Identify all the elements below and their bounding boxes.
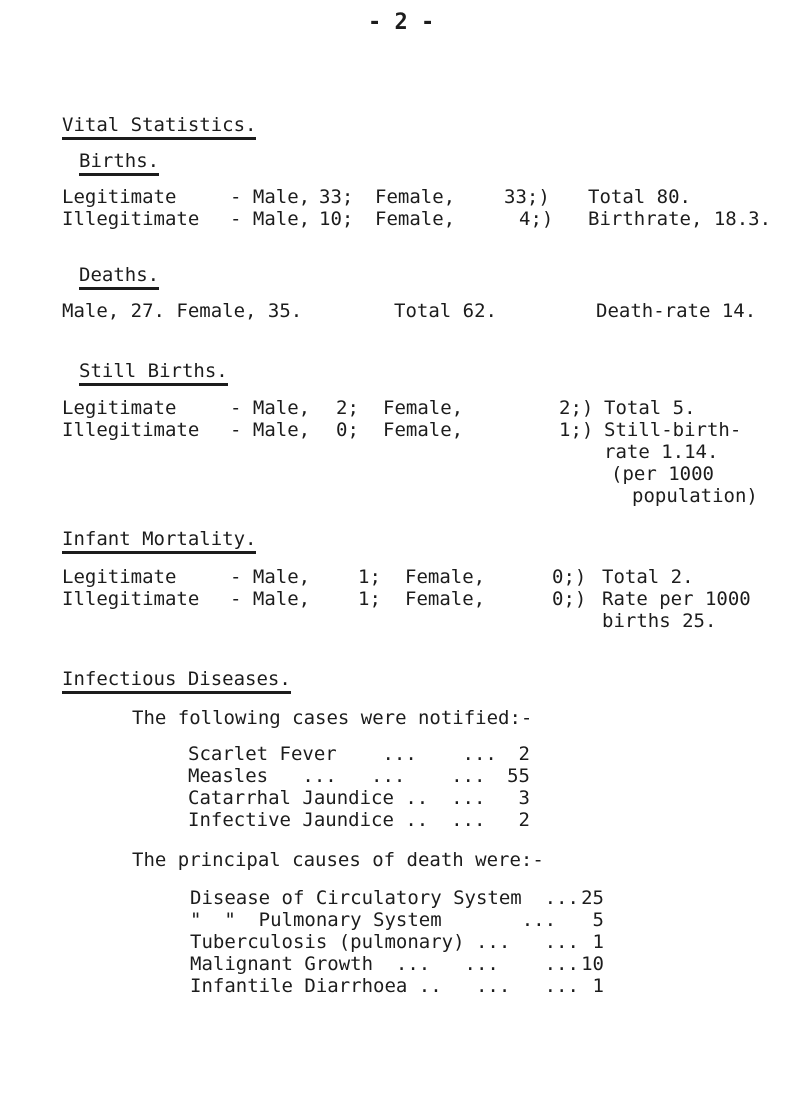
disease-name: Measles ... ... ... xyxy=(188,765,486,787)
disease-count: 3 xyxy=(518,787,530,809)
infant-illegit-female: Female, xyxy=(405,588,486,610)
page-number: - 2 - xyxy=(368,10,435,35)
still-births-heading: Still Births. xyxy=(79,360,228,386)
cause-count: 10 xyxy=(581,953,604,975)
births-illegit-female: Female, xyxy=(375,208,456,230)
deaths-line: Male, 27. Female, 35. xyxy=(62,300,303,322)
disease-count: 2 xyxy=(518,743,530,765)
cause-name: " " Pulmonary System ... xyxy=(190,909,557,931)
births-legit-female-count: 33;) xyxy=(504,186,550,208)
causes-intro: The principal causes of death were:- xyxy=(132,849,544,871)
infectious-heading: Infectious Diseases. xyxy=(62,668,291,694)
infant-illegit-female-count: 0;) xyxy=(552,588,587,610)
still-rate-line-3: (per 1000 xyxy=(611,463,714,485)
still-legit-label: Legitimate xyxy=(62,397,177,419)
cause-name: Tuberculosis (pulmonary) ... ... xyxy=(190,931,579,953)
still-legit-male: - Male, xyxy=(230,397,311,419)
infectious-intro: The following cases were notified:- xyxy=(132,707,533,729)
deaths-heading: Deaths. xyxy=(79,264,159,290)
births-illegit-female-count: 4;) xyxy=(519,208,554,230)
disease-name: Catarrhal Jaundice .. ... xyxy=(188,787,486,809)
infant-legit-male-count: 1; xyxy=(358,566,381,588)
infant-legit-female: Female, xyxy=(405,566,486,588)
births-legit-female: Female, xyxy=(375,186,456,208)
still-illegit-female-count: 1;) xyxy=(559,419,594,441)
still-total: Total 5. xyxy=(604,397,696,419)
births-illegit-label: Illegitimate xyxy=(62,208,200,230)
cause-name: Malignant Growth ... ... ... xyxy=(190,953,579,975)
infant-illegit-male: - Male, xyxy=(230,588,311,610)
births-rate: Birthrate, 18.3. xyxy=(588,208,772,230)
infant-illegit-male-count: 1; xyxy=(358,588,381,610)
still-legit-female-count: 2;) xyxy=(559,397,594,419)
deaths-rate: Death-rate 14. xyxy=(596,300,757,322)
still-illegit-female: Female, xyxy=(383,419,464,441)
page-title: Vital Statistics. xyxy=(62,114,256,140)
infant-total: Total 2. xyxy=(602,566,694,588)
still-illegit-male-count: 0; xyxy=(336,419,359,441)
still-rate-line-1: Still-birth- xyxy=(604,419,742,441)
infant-rate-line-2: births 25. xyxy=(602,610,717,632)
still-legit-female: Female, xyxy=(383,397,464,419)
infant-rate-line-1: Rate per 1000 xyxy=(602,588,751,610)
infant-illegit-label: Illegitimate xyxy=(62,588,200,610)
births-total: Total 80. xyxy=(588,186,691,208)
still-rate-line-4: population) xyxy=(632,485,758,507)
disease-name: Scarlet Fever ... ... xyxy=(188,743,497,765)
births-legit-label: Legitimate xyxy=(62,186,177,208)
infant-mortality-heading: Infant Mortality. xyxy=(62,528,256,554)
still-legit-male-count: 2; xyxy=(336,397,359,419)
cause-name: Disease of Circulatory System ... xyxy=(190,887,579,909)
still-rate-line-2: rate 1.14. xyxy=(604,441,719,463)
births-illegit-male: - Male, xyxy=(230,208,311,230)
still-illegit-label: Illegitimate xyxy=(62,419,200,441)
disease-count: 2 xyxy=(518,809,530,831)
births-legit-male: - Male, xyxy=(230,186,311,208)
births-legit-male-count: 33; xyxy=(319,186,354,208)
disease-name: Infective Jaundice .. ... xyxy=(188,809,486,831)
disease-count: 55 xyxy=(507,765,530,787)
infant-legit-label: Legitimate xyxy=(62,566,177,588)
deaths-total: Total 62. xyxy=(394,300,497,322)
cause-name: Infantile Diarrhoea .. ... ... xyxy=(190,975,579,997)
cause-count: 25 xyxy=(581,887,604,909)
infant-legit-female-count: 0;) xyxy=(552,566,587,588)
cause-count: 1 xyxy=(592,931,604,953)
cause-count: 1 xyxy=(592,975,604,997)
cause-count: 5 xyxy=(592,909,604,931)
still-illegit-male: - Male, xyxy=(230,419,311,441)
births-illegit-male-count: 10; xyxy=(319,208,354,230)
births-heading: Births. xyxy=(79,150,159,176)
infant-legit-male: - Male, xyxy=(230,566,311,588)
